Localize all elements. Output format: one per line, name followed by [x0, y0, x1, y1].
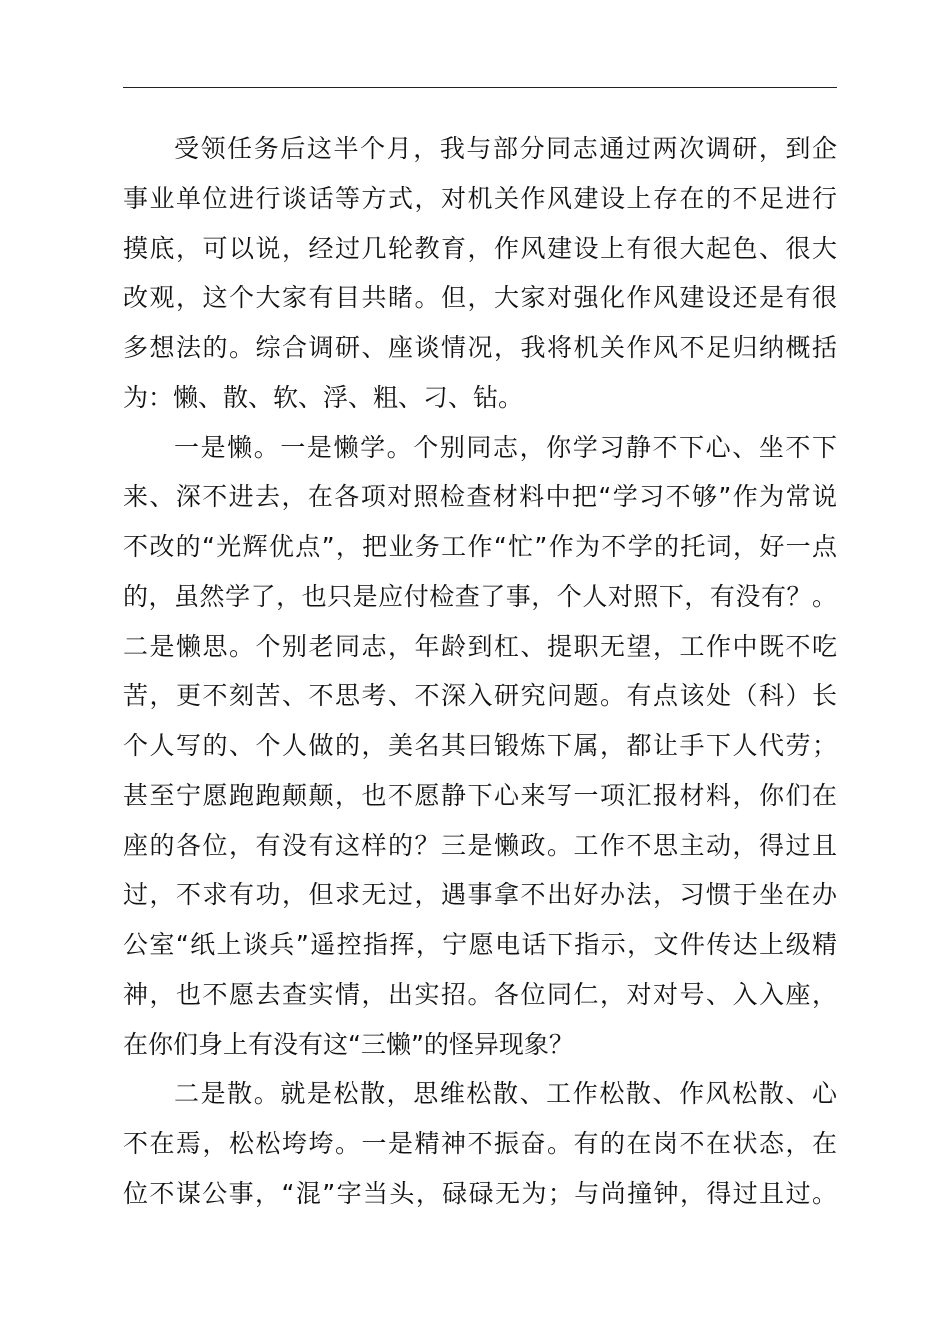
text-line: 多想法的。综合调研、座谈情况，我将机关作风不足归纳概括 [123, 333, 837, 362]
text-line: 位不谋公事，“混”字当头，碌碌无为；与尚撞钟，得过且过。 [123, 1178, 837, 1208]
text-line: 二是懒思。个别老同志，年龄到杠、提职无望，工作中既不吃 [123, 631, 837, 661]
text-line: 神，也不愿去查实情，出实招。各位同仁，对对号、入入座， [123, 979, 837, 1009]
text-line: 事业单位进行谈话等方式，对机关作风建设上存在的不足进行 [123, 183, 837, 213]
text-line: 公室“纸上谈兵”遥控指挥，宁愿电话下指示，文件传达上级精 [123, 930, 837, 959]
text-line: 为：懒、散、软、浮、粗、刁、钻。 [123, 382, 524, 412]
text-line: 过，不求有功，但求无过，遇事拿不出好办法，习惯于坐在办 [123, 880, 837, 910]
document-body [123, 124, 837, 1219]
header-rule [123, 87, 837, 88]
text-line: 不改的“光辉优点”，把业务工作“忙”作为不学的托词，好一点 [123, 532, 837, 561]
text-line: 座的各位，有没有这样的？三是懒政。工作不思主动，得过且 [123, 830, 837, 860]
text-line: 甚至宁愿跑跑颠颠，也不愿静下心来写一项汇报材料，你们在 [123, 780, 837, 810]
text-line: 改观，这个大家有目共睹。但，大家对强化作风建设还是有很 [123, 283, 837, 313]
text-line: 受领任务后这半个月，我与部分同志通过两次调研，到企 [174, 134, 837, 163]
text-line: 一是懒。一是懒学。个别同志，你学习静不下心、坐不下 [174, 432, 837, 462]
text-line: 二是散。就是松散，思维松散、工作松散、作风松散、心 [174, 1079, 837, 1109]
text-line: 不在焉，松松垮垮。一是精神不振奋。有的在岗不在状态，在 [123, 1129, 837, 1158]
text-line: 苦，更不刻苦、不思考、不深入研究问题。有点该处（科）长 [123, 681, 837, 711]
text-line: 摸底，可以说，经过几轮教育，作风建设上有很大起色、很大 [123, 233, 837, 263]
text-line: 来、深不进去，在各项对照检查材料中把“学习不够”作为常说 [123, 482, 837, 512]
text-line: 的，虽然学了，也只是应付检查了事，个人对照下，有没有？。 [123, 581, 837, 611]
text-line: 在你们身上有没有这“三懒”的怪异现象？ [123, 1029, 574, 1059]
text-line: 个人写的、个人做的，美名其曰锻炼下属，都让手下人代劳； [123, 731, 837, 760]
